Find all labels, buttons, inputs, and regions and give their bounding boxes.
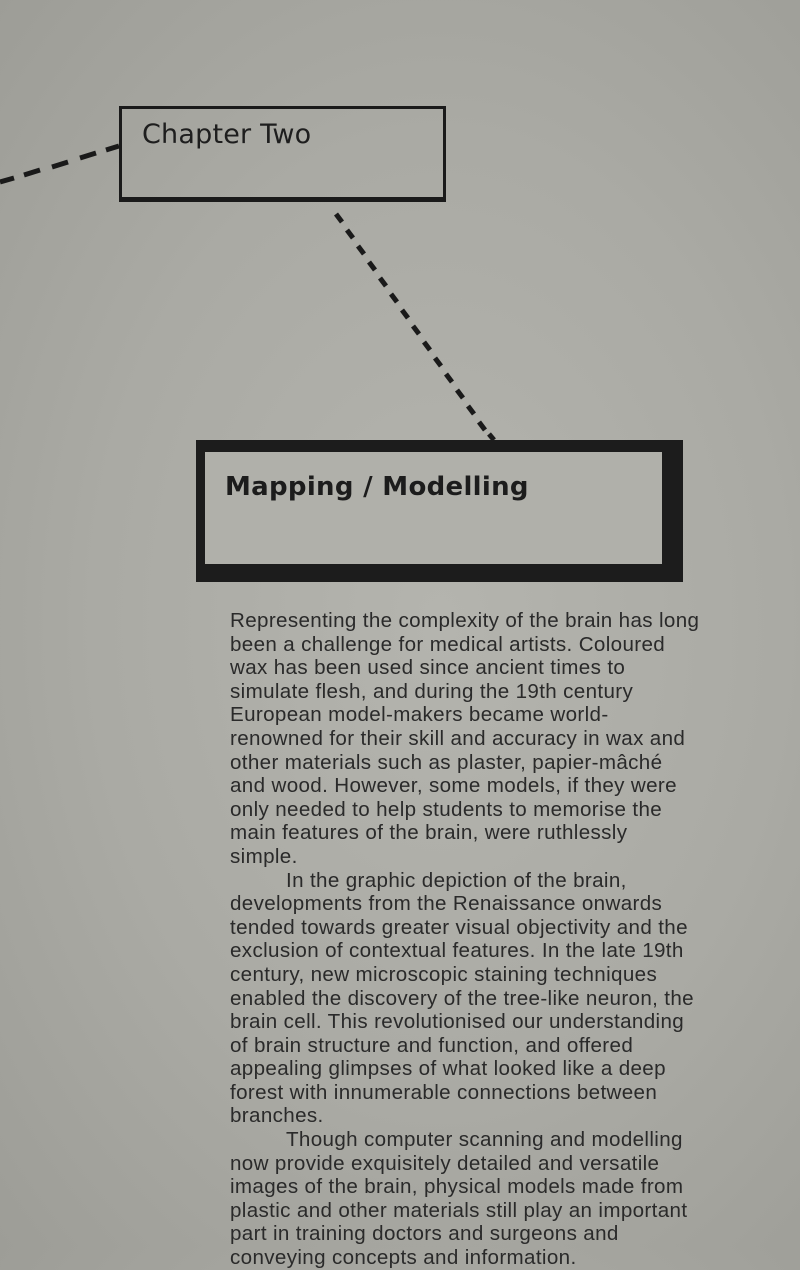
section-heading-panel [205,452,662,564]
paragraph: Representing the complexity of the brain has long been a challenge for medical artists. Coloured wax has been used since ancient times to simulate flesh, and during the 19th century European model-makers became world-renowned for their skill and accuracy in wax and other materials such as plaster, papier-mâché and wood. However, some models, if they were only needed to help students to memorise the main features of the brain, were ruthlessly simple. [230,609,700,868]
body-text [230,609,700,1270]
section-heading-box [196,440,683,582]
dashed-connector [0,0,800,460]
paragraph: In the graphic depiction of the brain, developments from the Renaissance onwards tended towards greater visual objectivity and the exclusion of contextual features. In the late 19th century, new microscopic staining techniques enabled the discovery of the tree-like neuron, the brain cell. This revolutionised our understanding of brain structure and function, and offered appealing glimpses of what looked like a deep forest with innumerable connections between branches. [230,868,694,1128]
chapter-label: Chapter Two [142,119,312,150]
section-title: Mapping / Modelling [225,472,529,502]
paragraph: Though computer scanning and modelling now provide exquisitely detailed and versatile images of the brain, physical models made from plastic and other materials still play an important part in training doctors and surgeons and conveying concepts and information. [230,1128,688,1270]
chapter-heading-box [119,106,446,202]
